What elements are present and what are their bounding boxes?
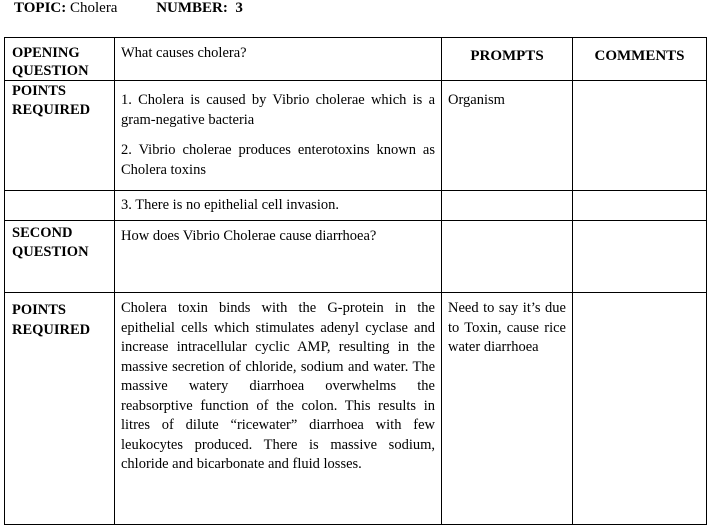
question-table (4, 37, 707, 525)
table-row (5, 191, 707, 221)
prompt-cell-empty (442, 191, 573, 221)
prompt-cell-empty-2 (442, 221, 573, 293)
number-label: NUMBER: (156, 0, 228, 16)
comments-cell-4 (573, 293, 707, 525)
prompt-organism: Organism (442, 81, 573, 191)
points-required-cell (115, 81, 442, 191)
comments-cell-1 (573, 81, 707, 191)
table-row (5, 293, 707, 525)
prompts-header: PROMPTS (442, 38, 573, 81)
document-header (14, 0, 243, 17)
empty-label-cell (5, 191, 115, 221)
second-question-text: How does Vibrio Cholerae cause diarrhoea? (115, 221, 442, 293)
points-required-label-2: POINTS REQUIRED (5, 293, 115, 525)
opening-question-text: What causes cholera? (115, 38, 442, 81)
answer-2-text: Cholera toxin binds with the G-protein in the epithelial cells which stimulates adenyl cyclase and increase intracellular cyclic AMP, resulting in the massive secretion of chloride, sodium and water. The massive watery diarrhoea overwhelms the reabsorptive function of the colon. This results in litres of dilute “ricewater” diarrhoea with few leukocytes produced. There is massive sodium, chloride and bicarbonate and fluid losses. (115, 293, 442, 525)
points-required-label: POINTS REQUIRED (5, 81, 115, 191)
table-row (5, 81, 707, 191)
number-value: 3 (235, 0, 243, 16)
table-row (5, 221, 707, 293)
comments-cell-3 (573, 221, 707, 293)
topic-value: Cholera (69, 0, 118, 16)
point-1: 1. Cholera is caused by Vibrio cholerae which is a gram-negative bacteria (121, 92, 435, 128)
comments-header: COMMENTS (573, 38, 707, 81)
topic-label: TOPIC: (14, 0, 67, 16)
point-3: 3. There is no epithelial cell invasion. (115, 191, 442, 221)
opening-question-label: OPENING QUESTION (5, 38, 115, 81)
point-2: 2. Vibrio cholerae produces enterotoxins known as Cholera toxins (121, 142, 435, 178)
comments-cell-2 (573, 191, 707, 221)
prompt-toxin: Need to say it’s due to Toxin, cause rice water diarrhoea (442, 293, 573, 525)
second-question-label: SECOND QUESTION (5, 221, 115, 293)
table-row (5, 38, 707, 81)
